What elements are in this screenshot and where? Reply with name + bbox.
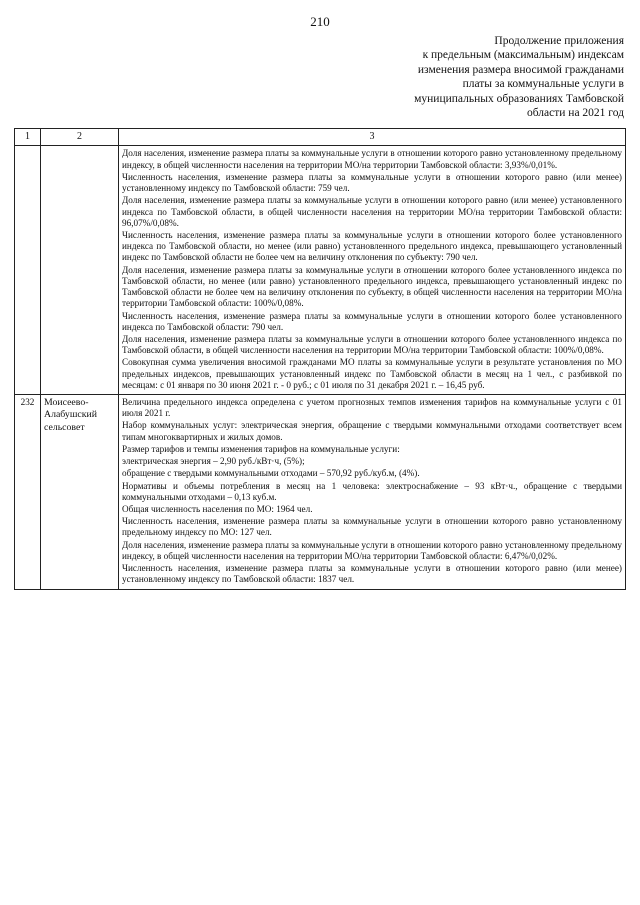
heading-line: изменения размера вносимой гражданами — [417, 63, 624, 76]
municipality-cell: Моисеево-Алабушский сельсовет — [41, 395, 119, 590]
indices-table — [14, 128, 626, 589]
row-number-cell: 232 — [15, 395, 41, 590]
details-paragraph: Численность населения, изменение размера платы за коммунальные услуги в отношении которого более установленного индекса по Тамбовской области, но менее (или равно) установленного предельного индекса, превышающего установленный индекс по Тамбовской области не более чем на величину отклонения по субъекту: 790 чел. — [122, 229, 622, 263]
table-row-continuation — [15, 146, 626, 395]
row-number-cell — [15, 146, 41, 395]
column-header-1: 1 — [15, 129, 41, 146]
details-paragraph: Численность населения, изменение размера платы за коммунальные услуги в отношении которого равно установленному предельному индексу по МО: 127 чел. — [122, 516, 622, 538]
details-paragraph: Размер тарифов и темпы изменения тарифов на коммунальные услуги: — [122, 443, 400, 454]
table-header-row — [15, 129, 626, 146]
details-paragraph: обращение с твердыми коммунальными отходами – 570,92 руб./куб.м, (4%). — [122, 468, 420, 479]
heading-line: области на 2021 год — [526, 106, 624, 119]
details-paragraph: Набор коммунальных услуг: электрическая энергия, обращение с твердыми коммунальными отходами соответствует всем типам многоквартирных и жилых домов. — [122, 420, 622, 442]
details-paragraph: Доля населения, изменение размера платы за коммунальные услуги в отношении которого равно (или менее) установленного индекса по Тамбовской области, в общей численности населения на территории МО/на территории Тамбовской области: 96,07%/0,08%. — [122, 195, 622, 228]
page-number: 210 — [310, 14, 330, 29]
heading-line: Продолжение приложения — [494, 35, 624, 47]
details-paragraph: Численность населения, изменение размера платы за коммунальные услуги в отношении которого равно (или менее) установленному индексу по Тамбовской области: 1837 чел. — [122, 563, 622, 585]
details-cell — [119, 146, 626, 395]
details-paragraph: Величина предельного индекса определена с учетом прогнозных темпов изменения тарифов на коммунальные услуги с 01 июля 2021 г. — [122, 397, 622, 419]
column-header-3: 3 — [119, 129, 626, 146]
details-paragraph: Численность населения, изменение размера платы за коммунальные услуги в отношении которого более установленного индекса по Тамбовской области: 790 чел. — [122, 310, 622, 332]
details-paragraph: Численность населения, изменение размера платы за коммунальные услуги в отношении которого равно (или менее) установленному индексу по Тамбовской области: 759 чел. — [122, 171, 622, 194]
column-header-2: 2 — [41, 129, 119, 146]
details-paragraph: электрическая энергия – 2,90 руб./кВт·ч, (5%); — [122, 456, 305, 467]
table-row — [15, 395, 626, 590]
municipality-cell — [41, 146, 119, 395]
details-cell — [119, 395, 626, 590]
heading-line: платы за коммунальные услуги в — [462, 78, 624, 91]
details-paragraph: Доля населения, изменение размера платы за коммунальные услуги в отношении которого равно установленному предельному индексу, в общей численности населения на территории МО/на территории Тамбовской области: 3,93%/0,01%. — [122, 148, 622, 170]
details-paragraph: Доля населения, изменение размера платы за коммунальные услуги в отношении которого более установленного индекса по Тамбовской области, но менее (или равно) установленного предельного индекса, превышающего установленный индекс по Тамбовской области не более чем на величину отклонения по субъекту, в общей численности населения на территории МО/на территории Тамбовской области: 100%/0,08%. — [122, 264, 622, 309]
details-paragraph: Нормативы и объемы потребления в месяц на 1 человека: электроснабжение – 93 кВт·ч., обращение с твердыми коммунальными отходами – 0,13 куб.м. — [122, 480, 622, 502]
details-paragraph: Совокупная сумма увеличения вносимой гражданами МО платы за коммунальные услуги в результате установления по МО предельных индексов, превышающих установленный индекс по Тамбовской области в месяц на 1 чел., с разбивкой по месяцам: с 01 января по 30 июня 2021 г. - 0 руб.; с 01 июля по 31 декабря 2021 г. – 16,45 руб. — [122, 357, 622, 390]
details-paragraph: Общая численность населения по МО: 1964 чел. — [122, 504, 313, 514]
appendix-heading — [14, 34, 624, 120]
heading-line: муниципальных образованиях Тамбовской — [414, 92, 624, 105]
details-paragraph: Доля населения, изменение размера платы за коммунальные услуги в отношении которого равно установленному предельному индексу, в общей численности населения на территории МО/на территории Тамбовской области: 6,47%/0,02%. — [122, 539, 622, 561]
details-paragraph: Доля населения, изменение размера платы за коммунальные услуги в отношении которого более установленного индекса по Тамбовской области, в общей численности населения на территории МО/на территории Тамбовской области: 100%/0,08%. — [122, 333, 622, 356]
heading-line: к предельным (максимальным) индексам — [422, 49, 624, 62]
